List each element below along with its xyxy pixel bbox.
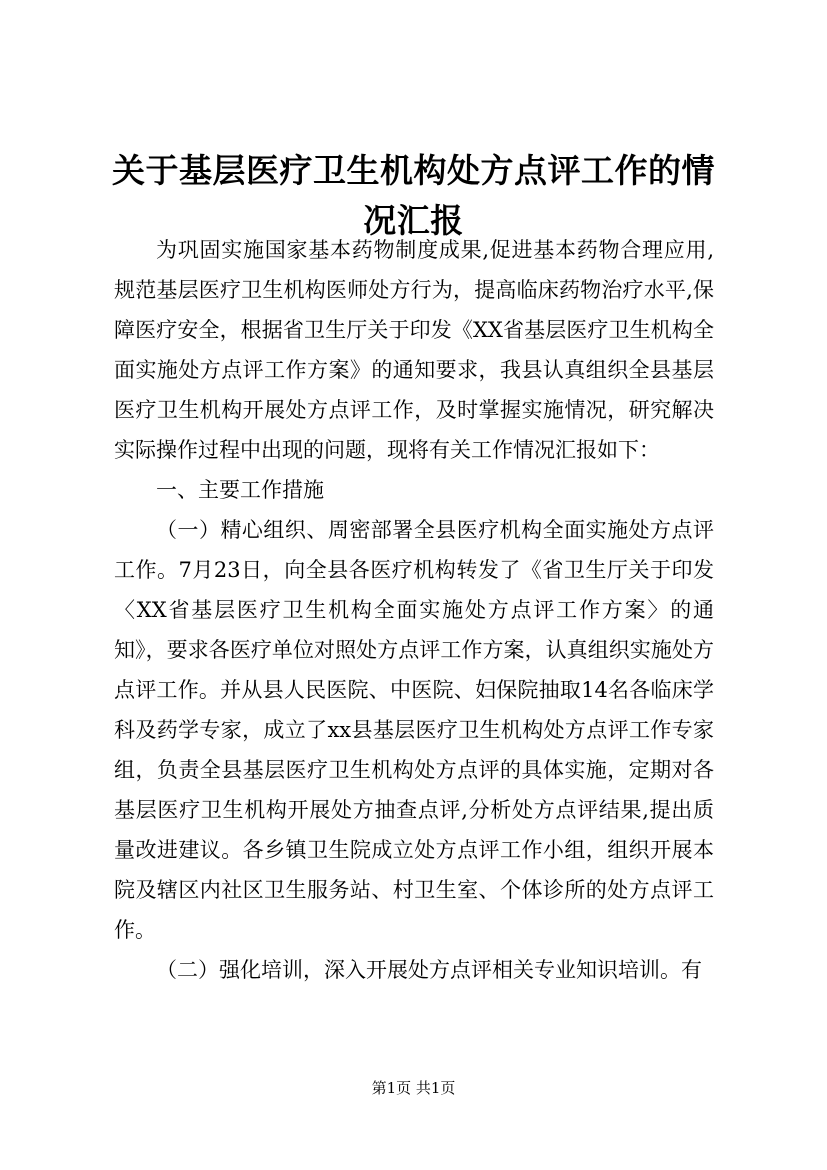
document-body bbox=[114, 230, 714, 990]
paragraph-item-1: （一）精心组织、周密部署全县医疗机构全面实施处方点评工作。7月23日，向全县各医疗机构转发了《省卫生厅关于印发〈XX省基层医疗卫生机构全面实施处方点评工作方案〉的通知》，要求各医疗单位对照处方点评工作方案，认真组织实施处方点评工作。并从县人民医院、中医院、妇保院抽取14名各临床学科及药学专家，成立了xx县基层医疗卫生机构处方点评工作专家组，负责全县基层医疗卫生机构处方点评的具体实施，定期对各基层医疗卫生机构开展处方抽查点评,分析处方点评结果,提出质量改进建议。各乡镇卫生院成立处方点评工作小组，组织开展本院及辖区内社区卫生服务站、村卫生室、个体诊所的处方点评工作。 bbox=[114, 518, 714, 942]
paragraph-item-2: （二）强化培训，深入开展处方点评相关专业知识培训。有 bbox=[156, 958, 702, 982]
page-number-footer: 第1页 共1页 bbox=[371, 1079, 456, 1097]
section-heading: 一、主要工作措施 bbox=[156, 478, 324, 502]
document-title: 关于基层医疗卫生机构处方点评工作的情况汇报 bbox=[112, 151, 715, 240]
paragraph-intro: 为巩固实施国家基本药物制度成果,促进基本药物合理应用,规范基层医疗卫生机构医师处方行为，提高临床药物治疗水平,保障医疗安全，根据省卫生厅关于印发《XX省基层医疗卫生机构全面实施处方点评工作方案》的通知要求，我县认真组织全县基层医疗卫生机构开展处方点评工作，及时掌握实施情况，研究解决实际操作过程中出现的问题，现将有关工作情况汇报如下： bbox=[114, 238, 714, 462]
